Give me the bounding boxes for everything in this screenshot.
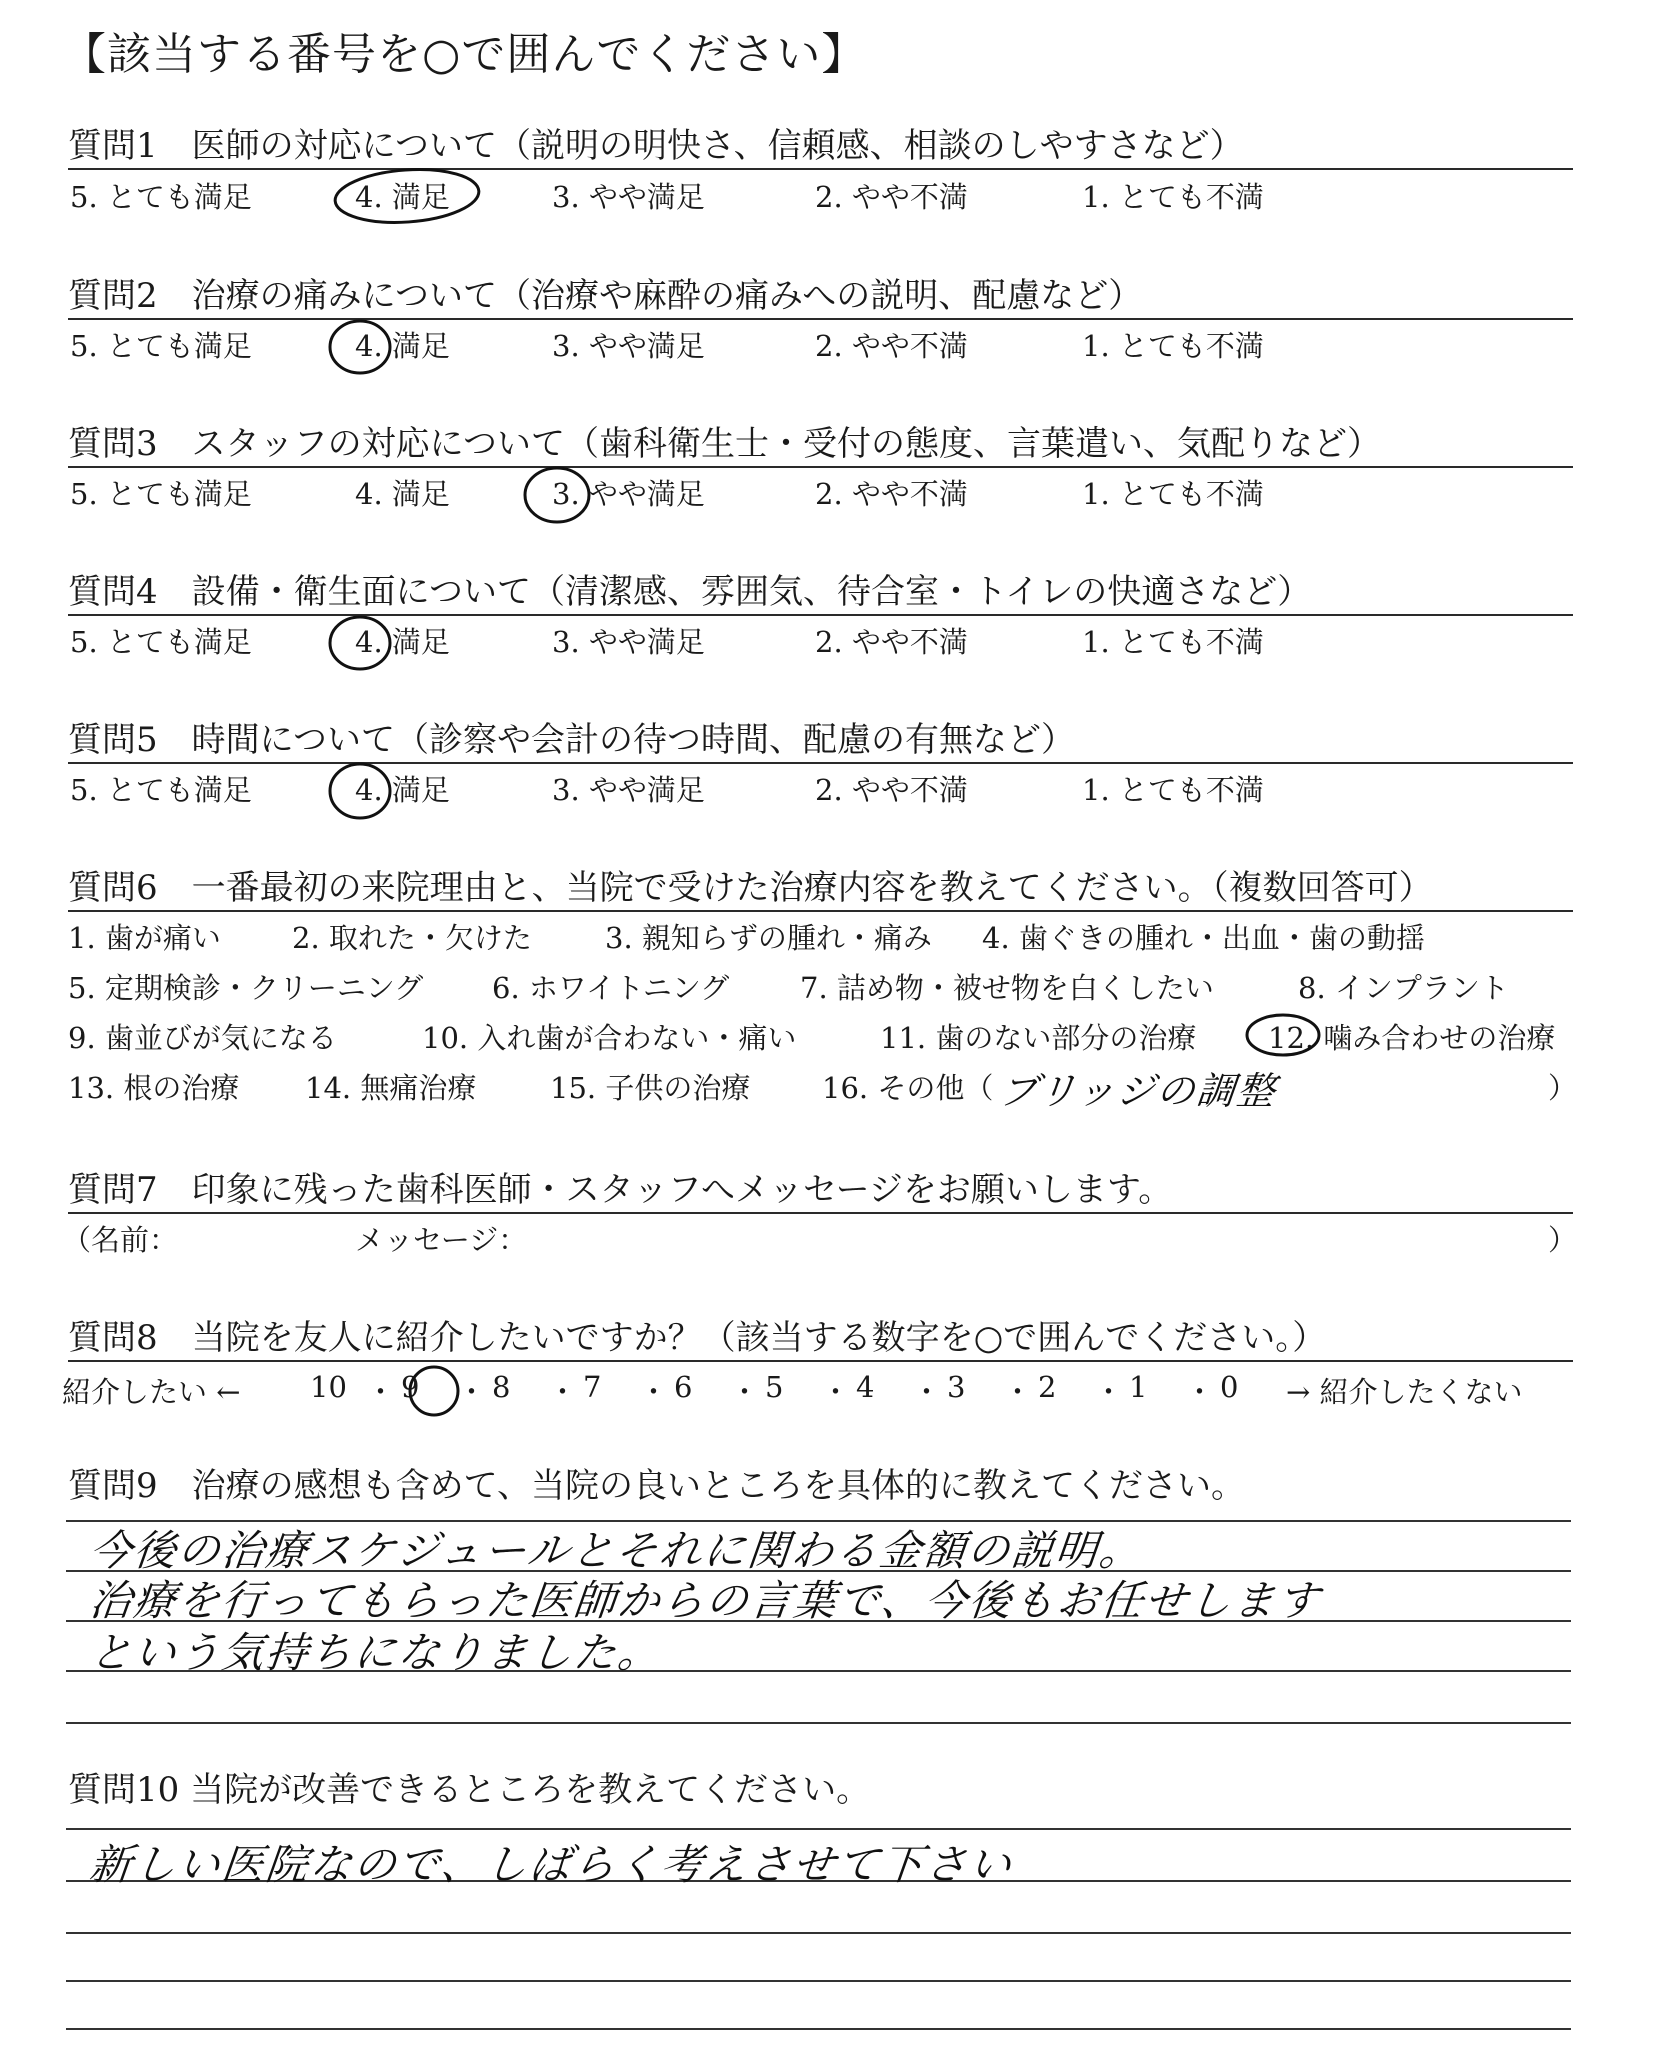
q4-option-4[interactable]: 4. 満足 (355, 625, 450, 659)
question-10-label: 質問10 当院が改善できるところを教えてください。 (68, 1770, 871, 1810)
q6-option-8[interactable]: 8. インプラント (1298, 971, 1509, 1005)
q9-answer-line-1[interactable]: 今後の治療スケジュールとそれに関わる金額の説明。 (87, 1526, 1146, 1575)
question-1-label: 質問1 医師の対応について（説明の明快さ、信頼感、相談のしやすさなど） (68, 126, 1244, 166)
q6-option-3[interactable]: 3. 親知らずの腫れ・痛み (605, 921, 932, 955)
question-3-label: 質問3 スタッフの対応について（歯科衛生士・受付の態度、言葉遣い、気配りなど） (68, 424, 1381, 464)
q1-option-3[interactable]: 3. やや満足 (552, 180, 705, 214)
q6-other-answer[interactable]: ブリッジの調整 (997, 1069, 1279, 1113)
q8-scale-2[interactable]: 2 (1038, 1370, 1057, 1404)
q8-scale-5[interactable]: 5 (765, 1370, 784, 1404)
q6-option-6[interactable]: 6. ホワイトニング (492, 971, 730, 1005)
q5-option-1[interactable]: 1. とても不満 (1082, 773, 1264, 807)
q5-option-3[interactable]: 3. やや満足 (552, 773, 705, 807)
q5-option-4[interactable]: 4. 満足 (355, 773, 450, 807)
q6-option-4[interactable]: 4. 歯ぐきの腫れ・出血・歯の動揺 (982, 921, 1425, 955)
q8-scale-1[interactable]: 1 (1129, 1370, 1148, 1404)
q9-answer-line-3[interactable]: という気持ちになりました。 (87, 1628, 665, 1677)
q8-left-label: 紹介したい ← (62, 1375, 241, 1409)
q6-option-15[interactable]: 15. 子供の治療 (550, 1071, 751, 1105)
q2-option-2[interactable]: 2. やや不満 (815, 329, 968, 363)
q7-message-label: メッセージ： (355, 1223, 528, 1257)
q2-option-3[interactable]: 3. やや満足 (552, 329, 705, 363)
q6-other-close: ） (1548, 1071, 1578, 1105)
q3-selection-circle (525, 468, 589, 522)
q8-scale-7[interactable]: 7 (583, 1370, 602, 1404)
q3-option-2[interactable]: 2. やや不満 (815, 477, 968, 511)
page-title: 【該当する番号を○で囲んでください】 (62, 29, 867, 80)
q3-option-5[interactable]: 5. とても満足 (70, 477, 252, 511)
q8-scale-10[interactable]: 10 (310, 1370, 347, 1404)
q8-scale-8[interactable]: 8 (492, 1370, 511, 1404)
question-5-label: 質問5 時間について（診察や会計の待つ時間、配慮の有無など） (68, 720, 1075, 760)
q6-option-7[interactable]: 7. 詰め物・被せ物を白くしたい (800, 971, 1214, 1005)
q4-option-1[interactable]: 1. とても不満 (1082, 625, 1264, 659)
q6-option-13[interactable]: 13. 根の治療 (68, 1071, 240, 1105)
q8-scale-3[interactable]: 3 (947, 1370, 966, 1404)
q7-close: ） (1548, 1223, 1578, 1257)
q8-scale-separator: ・ (1185, 1375, 1215, 1409)
question-8-label: 質問8 当院を友人に紹介したいですか？（該当する数字を○で囲んでください。） (68, 1318, 1327, 1358)
question-2-label: 質問2 治療の痛みについて（治療や麻酔の痛みへの説明、配慮など） (68, 276, 1143, 316)
q6-option-14[interactable]: 14. 無痛治療 (305, 1071, 477, 1105)
q8-scale-9[interactable]: 9 (401, 1370, 420, 1404)
q8-selection-circle (410, 1367, 458, 1415)
q8-scale-separator: ・ (457, 1375, 487, 1409)
q6-option-10[interactable]: 10. 入れ歯が合わない・痛い (422, 1021, 797, 1055)
q4-option-2[interactable]: 2. やや不満 (815, 625, 968, 659)
q8-scale-separator: ・ (639, 1375, 669, 1409)
q7-name-label: （名前： (62, 1223, 179, 1257)
q4-option-5[interactable]: 5. とても満足 (70, 625, 252, 659)
q6-option-5[interactable]: 5. 定期検診・クリーニング (68, 971, 424, 1005)
q1-selection-circle (333, 165, 480, 227)
q8-scale-separator: ・ (1003, 1375, 1033, 1409)
q3-option-4[interactable]: 4. 満足 (355, 477, 450, 511)
q8-scale-4[interactable]: 4 (856, 1370, 875, 1404)
q8-right-label: → 紹介したくない (1286, 1375, 1523, 1409)
q8-scale-separator: ・ (548, 1375, 578, 1409)
q10-answer-line-1[interactable]: 新しい医院なので、しばらく考えさせて下さい (87, 1840, 1016, 1889)
q1-option-2[interactable]: 2. やや不満 (815, 180, 968, 214)
question-9-label: 質問9 治療の感想も含めて、当院の良いところを具体的に教えてください。 (68, 1466, 1245, 1506)
q8-scale-0[interactable]: 0 (1220, 1370, 1239, 1404)
q8-scale-separator: ・ (366, 1375, 396, 1409)
q6-selection-circle (1247, 1015, 1319, 1055)
q8-scale-separator: ・ (912, 1375, 942, 1409)
q8-scale-separator: ・ (730, 1375, 760, 1409)
q1-option-1[interactable]: 1. とても不満 (1082, 180, 1264, 214)
q6-option-2[interactable]: 2. 取れた・欠けた (292, 921, 532, 955)
q6-option-16[interactable]: 16. その他（ (822, 1071, 994, 1105)
q6-option-9[interactable]: 9. 歯並びが気になる (68, 1021, 337, 1055)
q5-option-2[interactable]: 2. やや不満 (815, 773, 968, 807)
q1-option-4[interactable]: 4. 満足 (355, 180, 450, 214)
q6-option-12[interactable]: 12. 噛み合わせの治療 (1268, 1021, 1556, 1055)
q1-option-5[interactable]: 5. とても満足 (70, 180, 252, 214)
q4-selection-circle (330, 617, 390, 669)
q6-option-11[interactable]: 11. 歯のない部分の治療 (880, 1021, 1197, 1055)
question-6-label: 質問6 一番最初の来院理由と、当院で受けた治療内容を教えてください。（複数回答可） (68, 868, 1433, 908)
q2-option-1[interactable]: 1. とても不満 (1082, 329, 1264, 363)
q8-scale-separator: ・ (1094, 1375, 1124, 1409)
q4-option-3[interactable]: 3. やや満足 (552, 625, 705, 659)
q9-answer-line-2[interactable]: 治療を行ってもらった医師からの言葉で、今後もお任せします (87, 1576, 1324, 1625)
q8-scale-separator: ・ (821, 1375, 851, 1409)
q3-option-1[interactable]: 1. とても不満 (1082, 477, 1264, 511)
q8-scale-6[interactable]: 6 (674, 1370, 693, 1404)
q5-option-5[interactable]: 5. とても満足 (70, 773, 252, 807)
question-4-label: 質問4 設備・衛生面について（清潔感、雰囲気、待合室・トイレの快適さなど） (68, 572, 1312, 612)
q3-option-3[interactable]: 3. やや満足 (552, 477, 705, 511)
q2-option-5[interactable]: 5. とても満足 (70, 329, 252, 363)
q5-selection-circle (330, 764, 390, 818)
question-7-label: 質問7 印象に残った歯科医師・スタッフへメッセージをお願いします。 (68, 1170, 1173, 1210)
q6-option-1[interactable]: 1. 歯が痛い (68, 921, 221, 955)
q2-selection-circle (330, 321, 390, 373)
q2-option-4[interactable]: 4. 満足 (355, 329, 450, 363)
